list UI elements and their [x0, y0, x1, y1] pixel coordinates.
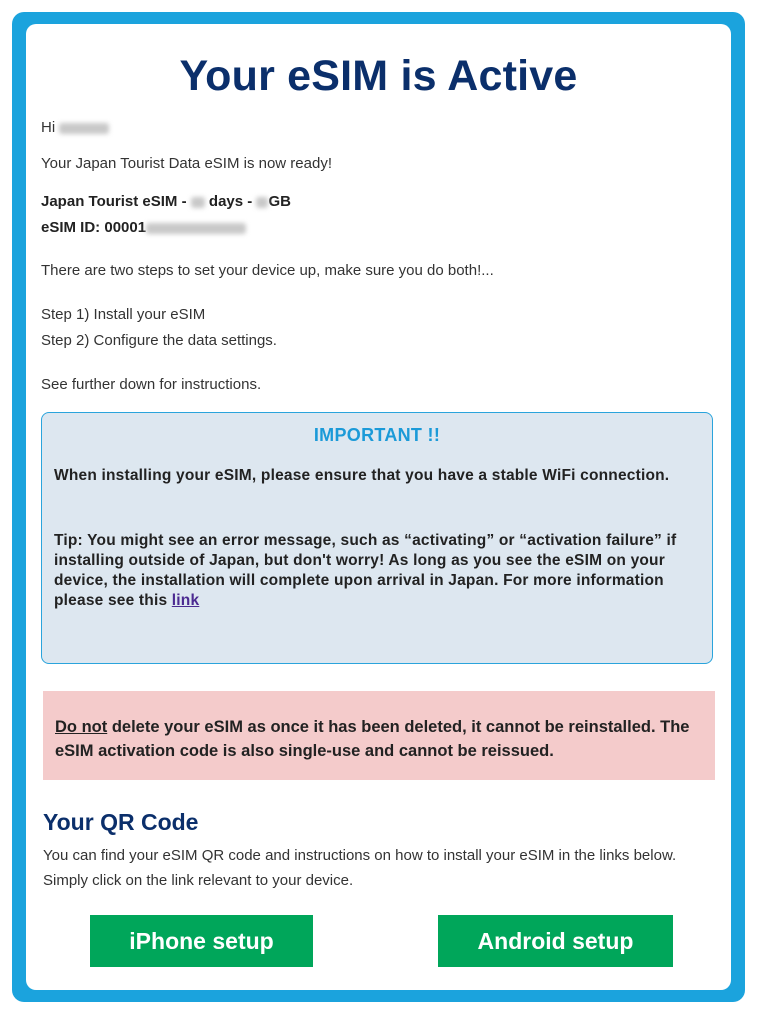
plan-prefix: Japan Tourist eSIM -	[41, 193, 187, 210]
qr-text: You can find your eSIM QR code and instructions on how to install your eSIM in the links below. Simply click on the link relevant to your device.	[43, 847, 677, 889]
plan-days-label: days -	[208, 193, 253, 210]
see-further: See further down for instructions.	[41, 376, 262, 393]
warning-box	[43, 691, 715, 780]
qr-heading: Your QR Code	[43, 809, 199, 835]
page-title: Your eSIM is Active	[179, 52, 578, 100]
tip-label: Tip:	[54, 532, 83, 549]
redacted-name	[59, 123, 109, 134]
email-card	[26, 24, 731, 990]
redacted-days	[191, 197, 205, 208]
esim-id-label: eSIM ID:	[41, 219, 101, 236]
email-frame	[12, 12, 745, 1002]
step-1: Step 1) Install your eSIM	[41, 306, 206, 323]
greeting-line	[41, 119, 109, 136]
android-setup-button[interactable]: Android setup	[438, 915, 673, 967]
greeting: Hi	[41, 119, 56, 136]
plan-gb-label: GB	[268, 193, 291, 210]
ready-line: Your Japan Tourist Data eSIM is now ready!	[41, 155, 332, 172]
redacted-esim-id	[146, 223, 246, 234]
important-body: When installing your eSIM, please ensure that you have a stable WiFi connection.	[54, 467, 670, 484]
important-box	[41, 412, 713, 664]
step-2: Step 2) Configure the data settings.	[41, 332, 277, 349]
warning-do-not: Do not	[55, 718, 108, 736]
tip-text: You might see an error message, such as “activating” or “activation failure” if installing outside of Japan, but don't worry! As long as you see the eSIM on your device, the installation will complete upon arrival in Japan. For more information please see this	[54, 532, 677, 609]
esim-id-line	[41, 219, 246, 236]
more-info-link[interactable]: link	[171, 592, 200, 609]
warning-body: delete your eSIM as once it has been deleted, it cannot be reinstalled. The eSIM activation code is also single-use and cannot be reissued.	[55, 718, 690, 760]
warning-text	[55, 715, 705, 763]
esim-id-prefix: 00001	[104, 219, 147, 236]
plan-line	[41, 193, 291, 210]
important-heading: IMPORTANT !!	[313, 425, 441, 445]
steps-intro: There are two steps to set your device up, make sure you do both!...	[41, 262, 494, 279]
redacted-gb	[256, 197, 268, 208]
iphone-setup-button[interactable]: iPhone setup	[90, 915, 313, 967]
important-tip	[54, 531, 699, 611]
